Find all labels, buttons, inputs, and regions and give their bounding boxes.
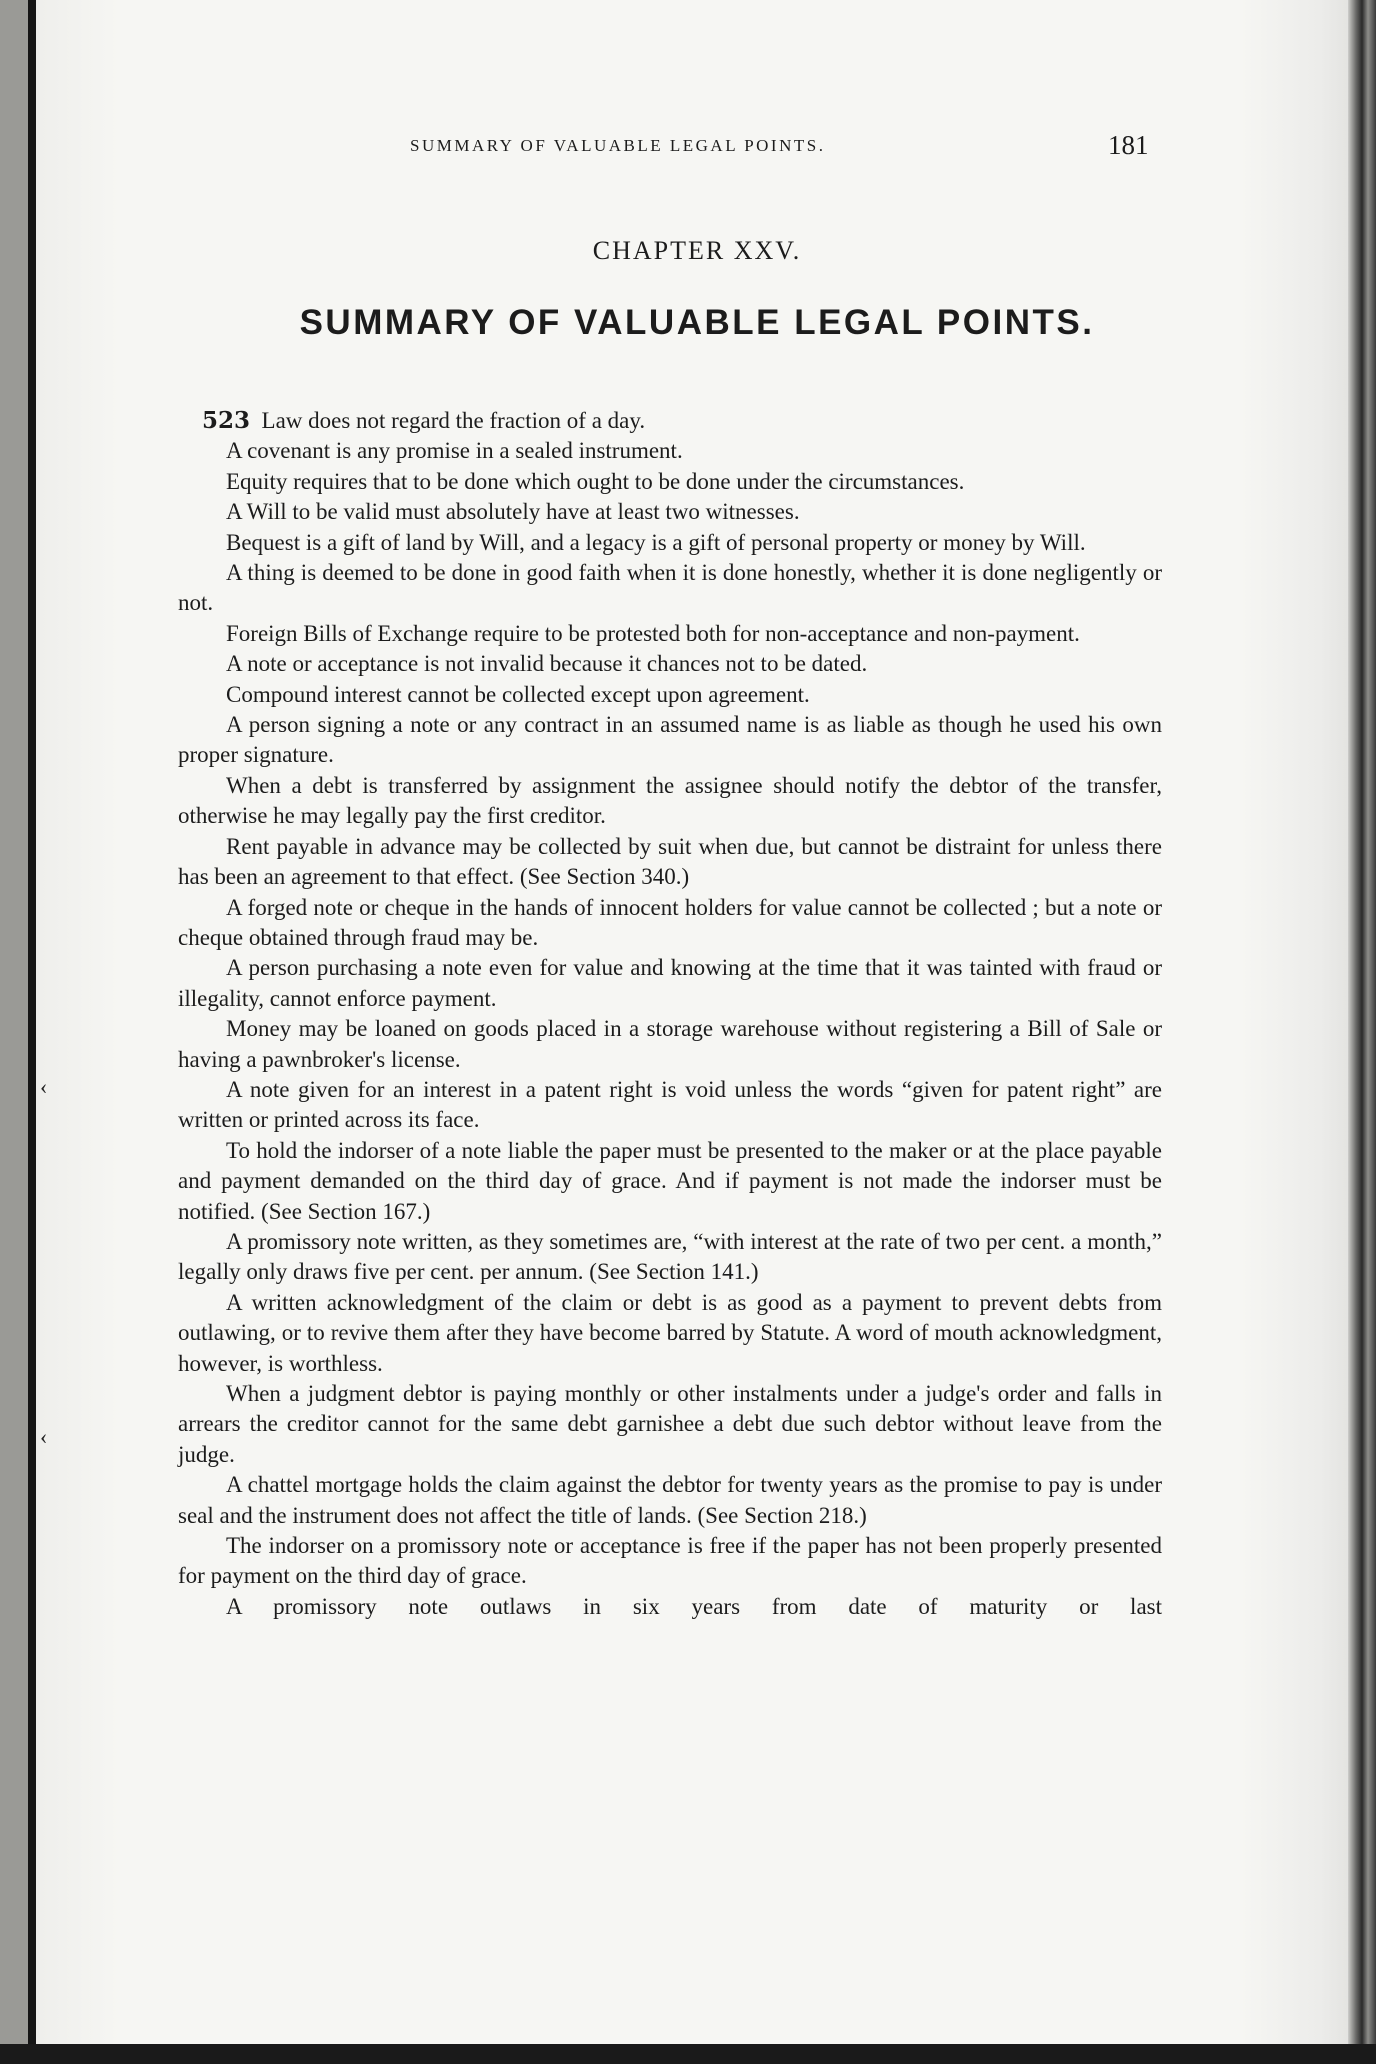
paragraph: A promissory note written, as they sometimes are, “with interest at the rate of two per cent. a month,” legally only draws five per cent. per annum. (See Section 141.) <box>178 1228 1162 1285</box>
section-paragraph <box>178 406 1162 436</box>
paragraph: Compound interest cannot be collected except upon agreement. <box>226 681 810 707</box>
paragraph: To hold the indorser of a note liable the paper must be presented to the maker or at the place payable and payment demanded on the third day of grace. And if payment is not made the indorser must be notified. (See Section 167.) <box>178 1137 1162 1224</box>
running-header: SUMMARY OF VALUABLE LEGAL POINTS. <box>410 136 826 155</box>
section-number: 523 <box>202 407 251 434</box>
paragraph: A note or acceptance is not invalid because it chances not to be dated. <box>226 651 868 677</box>
chapter-label: CHAPTER XXV. <box>592 236 802 265</box>
margin-mark: ‹ <box>40 1424 48 1449</box>
paragraph: When a debt is transferred by assignment the assignee should notify the debtor of the transfer, otherwise he may legally pay the first creditor. <box>178 772 1162 829</box>
body-text <box>178 406 1162 1622</box>
paragraph: Foreign Bills of Exchange require to be protested both for non-acceptance and non-payment. <box>226 620 1080 646</box>
section-first-sentence: Law does not regard the fraction of a day. <box>261 408 646 433</box>
paragraph: A covenant is any promise in a sealed instrument. <box>226 438 683 464</box>
paragraph: A chattel mortgage holds the claim against the debtor for twenty years as the promise to pay is under seal and the instrument does not affect the title of lands. (See Section 218.) <box>178 1472 1162 1528</box>
margin-mark: ‹ <box>40 1074 48 1099</box>
paragraph: A note given for an interest in a patent right is void unless the words “given for patent right” are written or printed across its face. <box>178 1076 1162 1133</box>
paragraph-continued: A promissory note outlaws in six years from date of maturity or last <box>226 1593 1162 1619</box>
paragraph: When a judgment debtor is paying monthly or other instalments under a judge's order and falls in arrears the creditor cannot for the same debt garnishee a debt due such debtor without leave from the judge. <box>178 1381 1162 1467</box>
paragraph: Bequest is a gift of land by Will, and a legacy is a gift of personal property or money by Will. <box>226 529 1086 555</box>
paragraph: The indorser on a promissory note or acceptance is free if the paper has not been properly presented for payment on the third day of grace. <box>178 1533 1162 1589</box>
page-number: 181 <box>1108 130 1149 160</box>
scan-border-bottom <box>0 2044 1376 2064</box>
paragraph: A person purchasing a note even for value and knowing at the time that it was tainted with fraud or illegality, cannot enforce payment. <box>178 955 1162 1011</box>
paragraph: A thing is deemed to be done in good faith when it is done honestly, whether it is done negligently or not. <box>178 560 1162 616</box>
paragraph: A Will to be valid must absolutely have at least two witnesses. <box>226 499 800 525</box>
paragraph: Rent payable in advance may be collected by suit when due, but cannot be distraint for unless there has been an agreement to that effect. (See Section 340.) <box>178 833 1162 890</box>
chapter-title: SUMMARY OF VALUABLE LEGAL POINTS. <box>299 303 1095 342</box>
paragraph: Equity requires that to be done which ought to be done under the circumstances. <box>226 468 965 494</box>
paragraph: Money may be loaned on goods placed in a storage warehouse without registering a Bill of Sale or having a pawnbroker's license. <box>178 1016 1162 1072</box>
paragraph: A forged note or cheque in the hands of innocent holders for value cannot be collected ; but a note or cheque obtained through fraud may be. <box>178 894 1162 950</box>
paragraph: A person signing a note or any contract in an assumed name is as liable as though he used his own proper signature. <box>178 712 1162 768</box>
paragraph: A written acknowledgment of the claim or debt is as good as a payment to prevent debts from outlawing, or to revive them after they have become barred by Statute. A word of mouth acknowledgment, however, is worthless. <box>178 1289 1162 1376</box>
